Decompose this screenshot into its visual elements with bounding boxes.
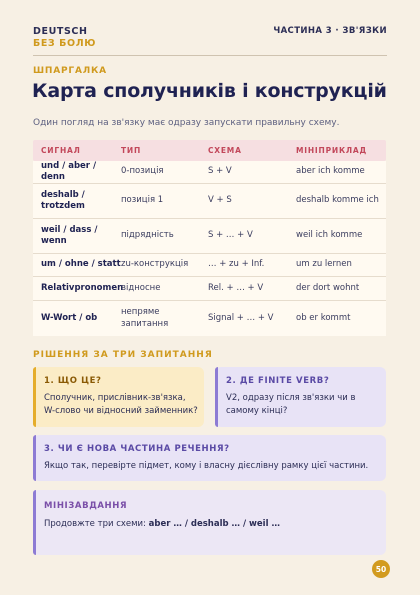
card-text: Якщо так, перевірте підмет, кому і власну дієслівну рамку цієї частини. xyxy=(44,461,369,471)
question-card-new-clause xyxy=(33,435,386,481)
table-row xyxy=(33,277,386,301)
card-text: Сполучник, прислівник-зв'язка, W-слово чи відносний займенник? xyxy=(44,393,198,416)
header-divider xyxy=(33,55,387,56)
task-items: aber … / deshalb … / weil … xyxy=(148,519,280,529)
table-row xyxy=(33,161,386,184)
column-header-scheme: СХЕМА xyxy=(208,146,242,155)
table-cell-type: zu-конструкція xyxy=(121,259,189,270)
card-accent-bar xyxy=(33,367,36,427)
table-row xyxy=(33,184,386,219)
table-cell-type: відносне xyxy=(121,282,161,293)
table-cell-example: aber ich komme xyxy=(296,166,365,177)
table-cell-signal: W-Wort / ob xyxy=(41,312,98,323)
page-number-badge: 50 xyxy=(372,560,390,578)
table-header xyxy=(33,140,386,161)
task-prefix: Продовжте три схеми: xyxy=(44,519,149,529)
card-heading: 1. ЩО ЦЕ? xyxy=(44,376,102,386)
card-heading: 3. ЧИ Є НОВА ЧАСТИНА РЕЧЕННЯ? xyxy=(44,444,230,454)
table-row xyxy=(33,219,386,254)
question-card-what xyxy=(33,367,204,427)
table-cell-signal: und / aber / denn xyxy=(41,160,97,182)
page-subtitle: Один погляд на зв'язку має одразу запускати правильну схему. xyxy=(33,118,340,128)
brand-line-2: БЕЗ БОЛЮ xyxy=(33,38,96,49)
table-cell-scheme: Signal + … + V xyxy=(208,312,274,323)
table-cell-scheme: S + … + V xyxy=(208,230,253,241)
column-header-type: ТИП xyxy=(121,146,142,155)
table-cell-type: позиція 1 xyxy=(121,195,164,206)
section-eyebrow: ШПАРГАЛКА xyxy=(33,66,107,76)
table-cell-example: ob er kommt xyxy=(296,312,351,323)
table-row xyxy=(33,301,386,336)
question-card-verb xyxy=(215,367,386,427)
table-cell-type: підрядність xyxy=(121,230,174,241)
table-cell-signal: um / ohne / statt xyxy=(41,259,121,270)
table-cell-signal: Relativpronomen xyxy=(41,282,124,293)
conjunction-table xyxy=(33,140,386,336)
table-row xyxy=(33,254,386,277)
card-heading: МІНІЗАВДАННЯ xyxy=(44,501,128,511)
chapter-label: ЧАСТИНА 3 · ЗВ'ЯЗКИ xyxy=(273,26,387,36)
column-header-signal: СИГНАЛ xyxy=(41,146,81,155)
decision-section-label: РІШЕННЯ ЗА ТРИ ЗАПИТАННЯ xyxy=(33,350,213,360)
table-cell-example: deshalb komme ich xyxy=(296,195,379,206)
card-accent-bar xyxy=(33,435,36,481)
page-title: Карта сполучників і конструкцій xyxy=(32,80,387,102)
table-cell-signal: deshalb / trotzdem xyxy=(41,189,85,211)
card-text xyxy=(44,518,380,531)
table-cell-scheme: … + zu + Inf. xyxy=(208,259,265,270)
card-accent-bar xyxy=(33,490,36,555)
card-heading: 2. ДЕ FINITE VERB? xyxy=(226,376,330,386)
table-cell-example: um zu lernen xyxy=(296,259,352,270)
table-cell-scheme: S + V xyxy=(208,166,232,177)
mini-task-card xyxy=(33,490,386,555)
table-cell-scheme: V + S xyxy=(208,195,232,206)
table-cell-type: 0-позиція xyxy=(121,166,164,177)
brand-line-1: DEUTSCH xyxy=(33,26,88,37)
card-text: V2, одразу після зв'язки чи в самому кінці? xyxy=(226,393,356,416)
table-cell-example: weil ich komme xyxy=(296,230,363,241)
column-header-example: МІНІПРИКЛАД xyxy=(296,146,368,155)
brand-logo xyxy=(33,26,96,50)
table-cell-scheme: Rel. + … + V xyxy=(208,282,264,293)
table-cell-signal: weil / dass / wenn xyxy=(41,224,98,246)
table-cell-type: непряме запитання xyxy=(121,307,169,329)
table-cell-example: der dort wohnt xyxy=(296,282,360,293)
card-accent-bar xyxy=(215,367,218,427)
